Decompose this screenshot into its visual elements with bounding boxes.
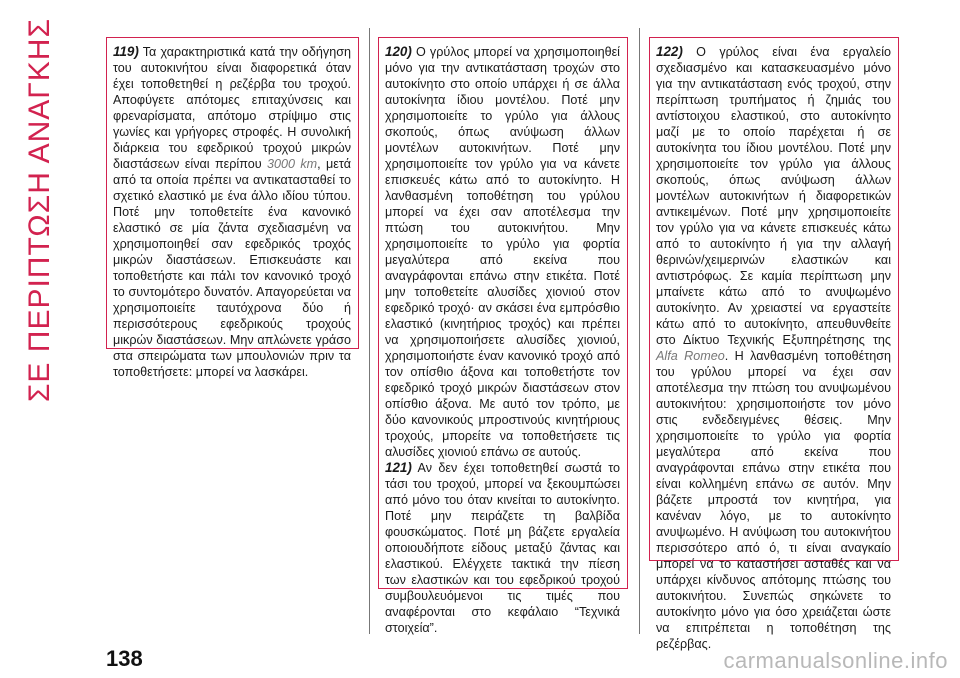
section-side-title bbox=[10, 18, 70, 418]
note-text: , μετά από τα οποία πρέπει να αντικατασταθεί το σχετικό ελαστικό με ένα άλλο ιδίου τύπου. Ποτέ μην τοποθετείτε ένα κανονικό ελαστικό σε μία ζάντα σχεδιασμένη να χρησιμοποιηθεί σαν εφεδρικός τροχός μικρών διαστάσεων. Επισκευάστε και τοποθετήστε και πάλι τον κανονικό τροχό το συντομότερο δυνατόν. Απαγορεύεται να χρησιμοποιείτε ταυτόχρονα δύο ή περισσότερους εφεδρικούς τροχούς μικρών διαστάσεων. Μην απλώνετε γράσο στα σπειρώματα των μπουλονιών πριν τα τοποθετήσετε: μπορεί να λασκάρει. bbox=[113, 157, 351, 379]
watermark-link[interactable]: carmanualsonline.info bbox=[723, 648, 948, 673]
column-divider-right bbox=[639, 28, 640, 634]
note-number: 119) bbox=[113, 44, 139, 59]
note-119-paragraph bbox=[113, 44, 351, 380]
page-number: 138 bbox=[106, 646, 143, 671]
note-highlight: 3000 km bbox=[267, 157, 318, 171]
note-120-paragraph bbox=[385, 44, 620, 460]
warning-note-119 bbox=[106, 37, 359, 379]
note-number: 121) bbox=[385, 460, 412, 475]
note-number: 122) bbox=[656, 44, 683, 59]
note-text: Τα χαρακτηριστικά κατά την οδήγηση του αυτοκινήτου είναι διαφορετικά όταν έχει τοποθετηθεί η ρεζέρβα του τροχού. Αποφύγετε απότομες επιταχύνσεις και φρεναρίσματα, απότομο στρίψιμο στις γωνίες και γρήγορες στροφές. Η συνολική διάρκεια του εφεδρικού τροχού μικρών διαστάσεων είναι περίπου bbox=[113, 45, 351, 171]
note-text: Ο γρύλος είναι ένα εργαλείο σχεδιασμένο και κατασκευασμένο μόνο για την αντικατάσταση ενός τροχού, στην περίπτωση τρυπήματος ή ζημιάς του αντίστοιχου ελαστικού, στο αυτοκίνητο μαζί με το οποίο παρέχεται ή σε αυτοκίνητα του ίδιου μοντέλου. Ποτέ μην χρησιμοποιείτε τον γρύλο για άλλους σκοπούς, όπως ανύψωση άλλων μοντέλων αυτοκινήτων ή διαφορετικών αντικειμένων. Ποτέ μην χρησιμοποιείτε τον γρύλο για να κάνετε επισκευές κάτω από το αυτοκίνητο ή για την αλλαγή θερινών/χειμερινών ελαστικών και αντιστρόφως. Σε καμία περίπτωση μην μπαίνετε κάτω από το ανυψωμένο αυτοκίνητο. Αν χρειαστεί να εργαστείτε κάτω από το αυτοκίνητο, απευθυνθείτε στο Δίκτυο Τεχνικής Εξυπηρέτησης της bbox=[656, 45, 891, 347]
warning-note-122 bbox=[649, 37, 899, 651]
note-text: Αν δεν έχει τοποθετηθεί σωστά το τάσι του τροχού, μπορεί να ξεκουμπώσει από μόνο του όταν κινείται το αυτοκίνητο. Ποτέ μην πειράζετε τη βαλβίδα φουσκώματος. Ποτέ μη βάζετε εργαλεία οποιουδήποτε είδους μεταξύ ζάντας και ελαστικού. Ελέγχετε τακτικά την πίεση των ελαστικών και του εφεδρικού τροχού συμβουλευόμενοι τις τιμές που αναφέρονται στο κεφάλαιο “Τεχνικά στοιχεία”. bbox=[385, 461, 620, 635]
side-title-text: ΣΕ ΠΕΡΙΠΤΩΣΗ ΑΝΑΓΚΗΣ bbox=[23, 18, 56, 403]
note-text: . Η λανθασμένη τοποθέτηση του γρύλου μπορεί να έχει σαν αποτέλεσμα την πτώση του ανυψωμένου αυτοκινήτου: χρησιμοποιήστε τον μόνο στις ενδεδειγμένες θέσεις. Μην χρησιμοποιείτε το γρύλο για φορτία μεγαλύτερα από εκείνα που αναγράφονται επάνω στην ετικέτα που είναι κολλημένη επάνω σε αυτόν. Μην βάζετε μπροστά τον κινητήρα, για κανέναν λόγο, με το αυτοκίνητο ανυψωμένο. Η ανύψωση του αυτοκινήτου περισσότερο από ό, τι είναι αναγκαίο μπορεί να το καταστήσει ασταθές και να υπάρχει κίνδυνος απότομης πτώσης του αυτοκινήτου. Συνεπώς σηκώνετε το αυτοκίνητο μόνο για όσο χρειάζεται ώστε να επιτρέπεται η τοποθέτηση της ρεζέρβας. bbox=[656, 349, 891, 651]
warning-note-120-121 bbox=[378, 37, 628, 635]
note-highlight: Alfa Romeo bbox=[656, 349, 725, 363]
note-number: 120) bbox=[385, 44, 412, 59]
column-divider-left bbox=[369, 28, 370, 634]
note-121-paragraph bbox=[385, 460, 620, 636]
note-122-paragraph bbox=[656, 44, 891, 652]
note-text: Ο γρύλος μπορεί να χρησιμοποιηθεί μόνο για την αντικατάσταση τροχών στο αυτοκίνητο στο οποίο υπάρχει ή σε άλλα αυτοκίνητα ίδιου μοντέλου. Ποτέ μην χρησιμοποιείτε το γρύλο για άλλους σκοπούς, όπως ανύψωση άλλων μοντέλων αυτοκινήτων. Ποτέ μην χρησιμοποιείτε τον γρύλο για να κάνετε επισκευές κάτω από το αυτοκίνητο. Η λανθασμένη τοποθέτηση του γρύλου μπορεί να έχει σαν αποτέλεσμα την πτώση του αυτοκινήτου. Μην χρησιμοποιείτε το γρύλο για φορτία μεγαλύτερα από εκείνα που αναγράφονται επάνω στην ετικέτα. Ποτέ μην τοποθετείτε αλυσίδες χιονιού στον εφεδρικό τροχό· αν σκάσει ένα εμπρόσθιο ελαστικό (κινητήριος τροχός) και πρέπει να χρησιμοποιήσετε αλυσίδες χιονιού, χρησιμοποιήστε έναν κανονικό τροχό από τον οπίσθιο άξονα και τοποθετήστε τον εφεδρικό τροχό μικρών διαστάσεων στον οπίσθιο άξονα. Με αυτό τον τρόπο, με δύο κανονικούς μπροστινούς κινητήριους τροχούς, μπορείτε να τοποθετήσετε τις αλυσίδες χιονιού επάνω σε αυτούς. bbox=[385, 45, 620, 459]
